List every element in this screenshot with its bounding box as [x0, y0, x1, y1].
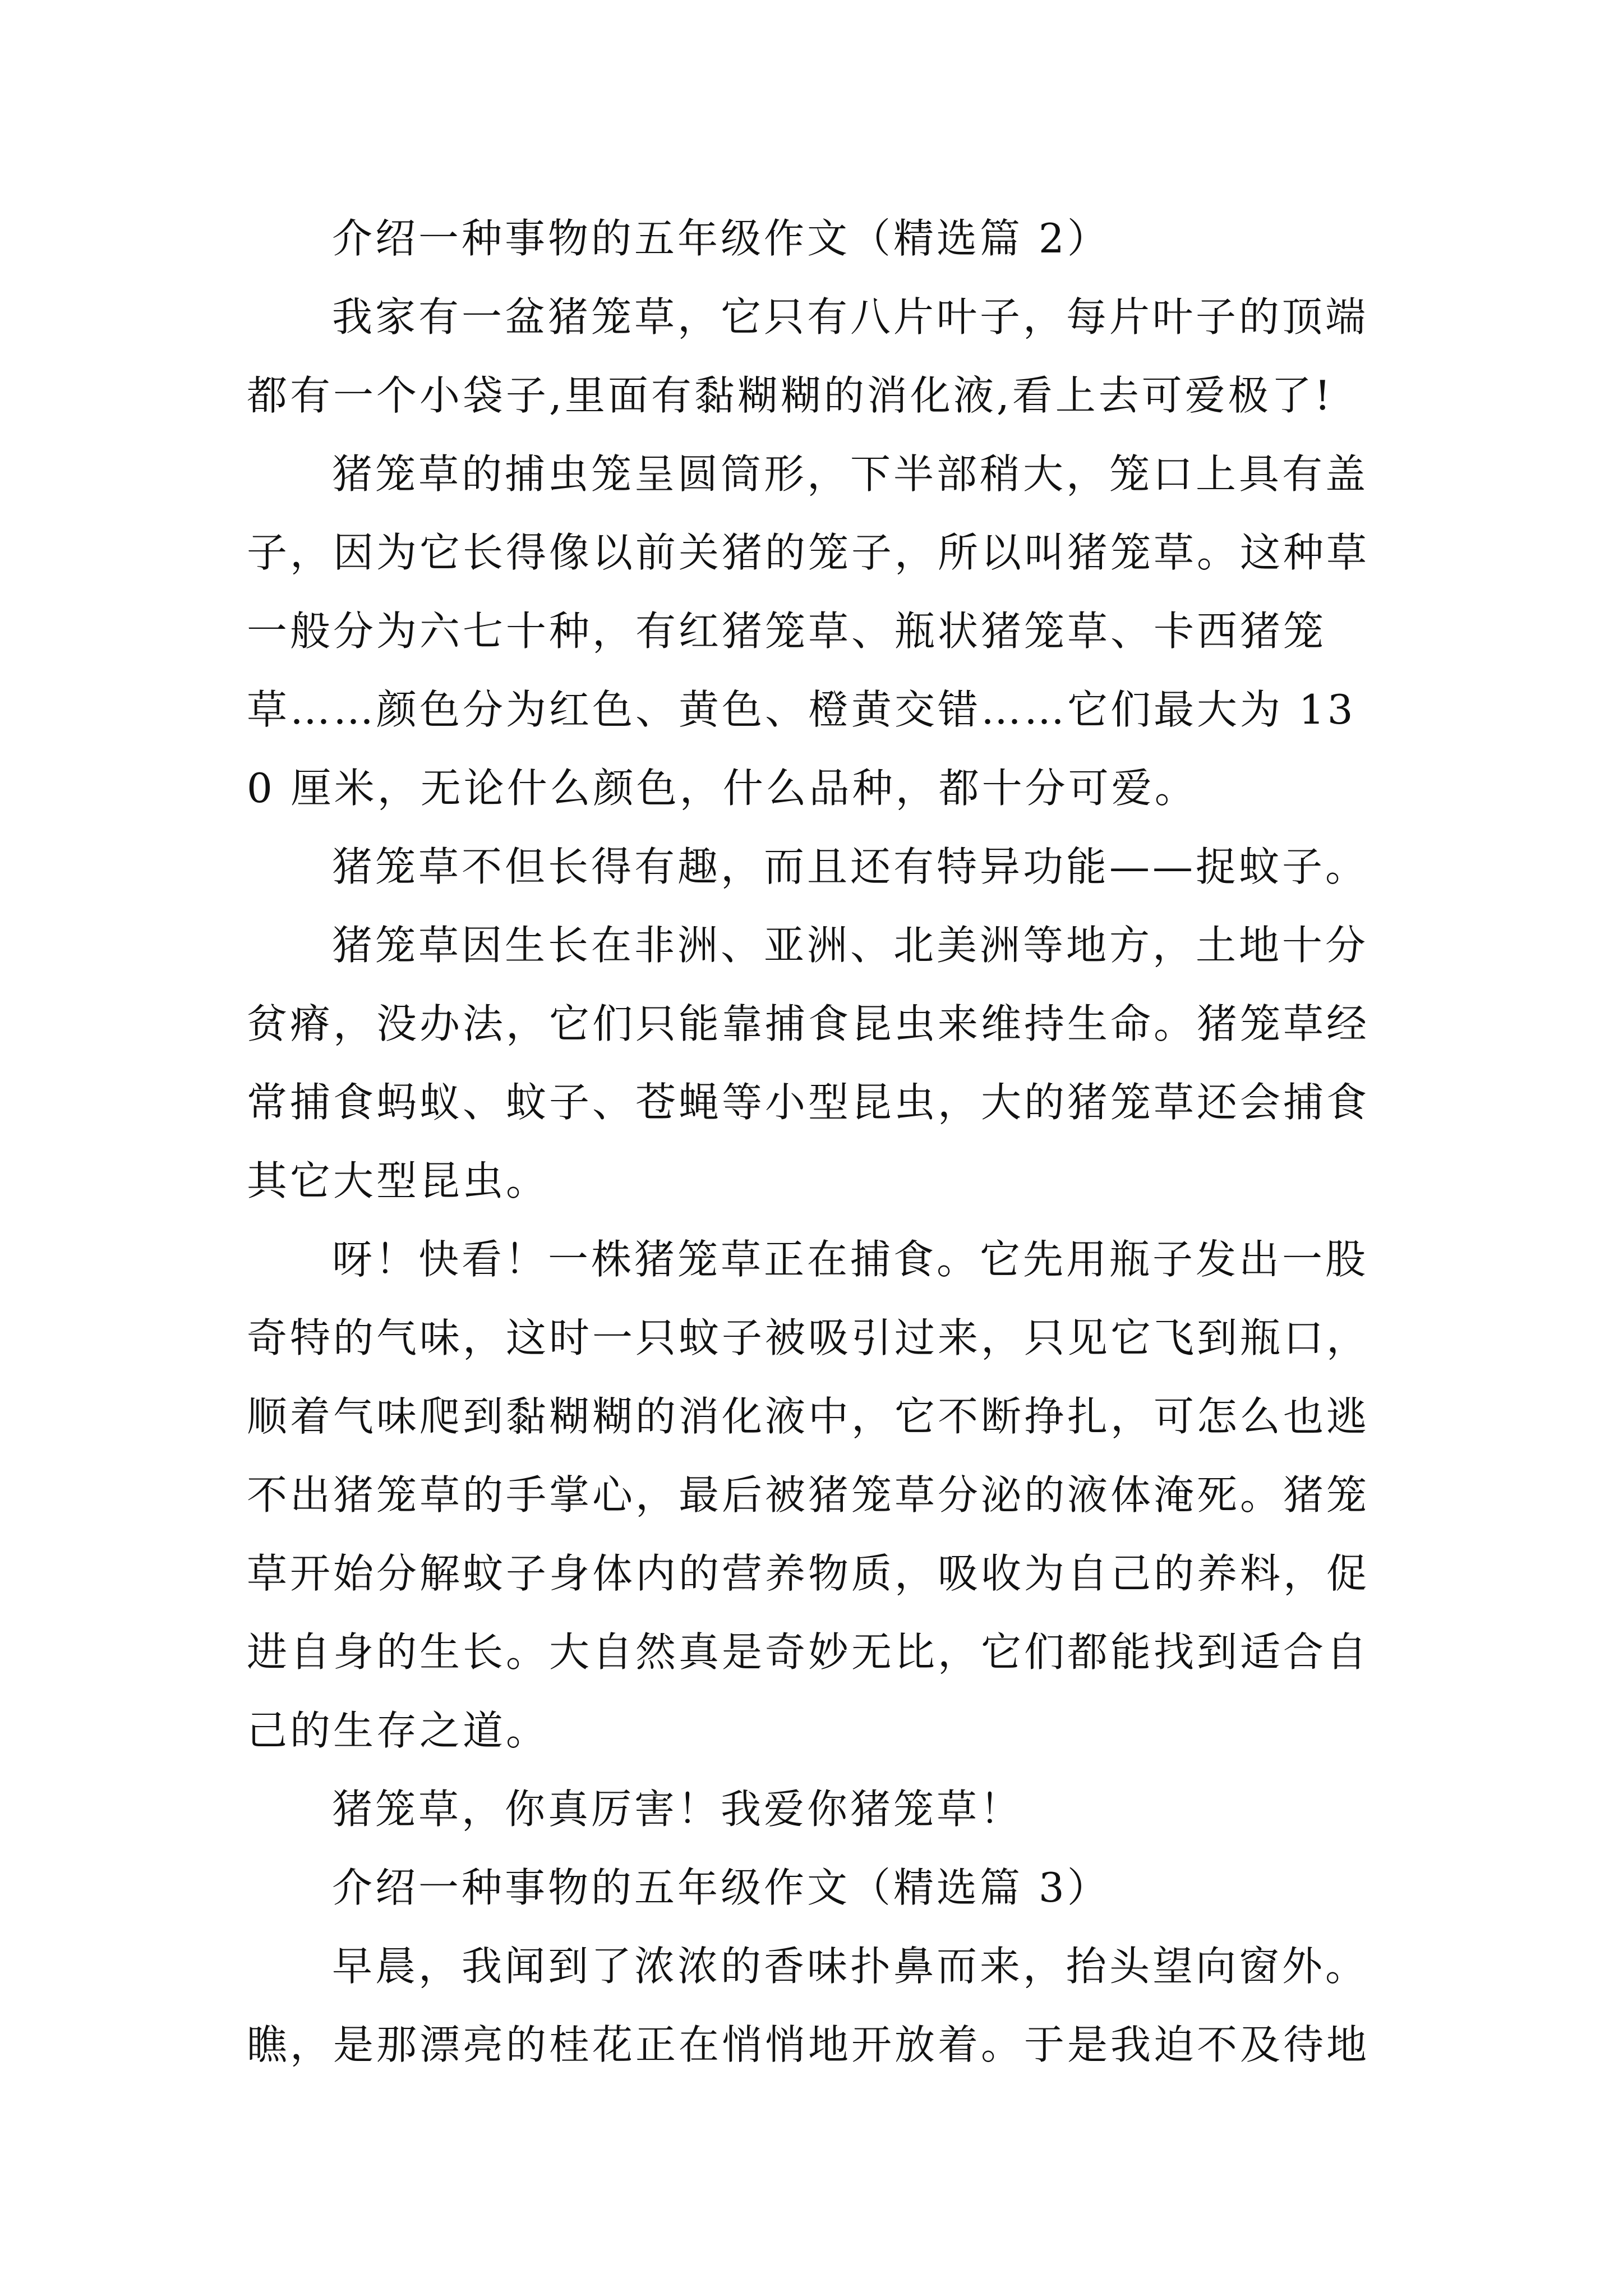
paragraph-closing: 猪笼草，你真厉害！我爱你猪笼草！ [332, 1786, 1023, 1833]
paragraph-ability: 猪笼草不但长得有趣，而且还有特异功能——捉蚊子。 [332, 843, 1369, 890]
paragraph-appearance: 猪笼草的捕虫笼呈圆筒形，下半部稍大，笼口上具有盖子，因为它长得像以前关猪的笼子，所以叫猪笼草。这种草一般分为六七十种，有红猪笼草、瓶状猪笼草、卡西猪笼草……颜色分为红色、黄色、橙黄交错……它们最大为 130 厘米，无论什么颜色，什么品种，都十分可爱。 [247, 450, 1370, 812]
essay-heading-part-2: 介绍一种事物的五年级作文（精选篇 2） [332, 215, 1110, 262]
paragraph-hunting: 呀！快看！一株猪笼草正在捕食。它先用瓶子发出一股奇特的气味，这时一只蚊子被吸引过来，只见它飞到瓶口，顺着气味爬到黏糊糊的消化液中，它不断挣扎，可怎么也逃不出猪笼草的手掌心，最后被猪笼草分泌的液体淹死。猪笼草开始分解蚊子身体内的营养物质，吸收为自己的养料，促进自身的生长。大自然真是奇妙无比，它们都能找到适合自己的生存之道。 [247, 1236, 1370, 1754]
paragraph-morning: 早晨，我闻到了浓浓的香味扑鼻而来，抬头望向窗外。瞧，是那漂亮的桂花正在悄悄地开放着。于是我迫不及待地 [247, 1943, 1370, 2068]
essay-heading-part-3: 介绍一种事物的五年级作文（精选篇 3） [332, 1864, 1110, 1911]
paragraph-intro: 我家有一盆猪笼草，它只有八片叶子，每片叶子的顶端都有一个小袋子,里面有黏糊糊的消化液,看上去可爱极了! [247, 293, 1369, 419]
paragraph-habitat: 猪笼草因生长在非洲、亚洲、北美洲等地方，土地十分贫瘠，没办法，它们只能靠捕食昆虫来维持生命。猪笼草经常捕食蚂蚁、蚊子、苍蝇等小型昆虫，大的猪笼草还会捕食其它大型昆虫。 [247, 922, 1370, 1204]
essay-body [247, 199, 1374, 2084]
